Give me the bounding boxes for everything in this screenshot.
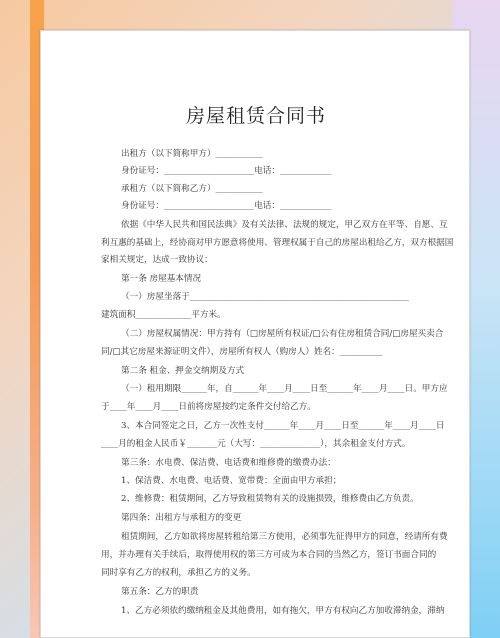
sublease-line-3: 同时享有乙方的权利，承担乙方的义务。 [101,568,256,578]
article-5-heading: 第五条：乙方的职责 [121,587,199,597]
article-3-heading: 第三条：水电费、保洁费、电话费和维修费的缴费办法： [121,458,336,468]
preamble-line-3: 家相关规定，达成一致协议： [101,255,213,265]
landlord-line: 出租方（以下简称甲方）___________ [121,149,263,159]
rent-payment-line-2: ____月的租金人民币￥_______元（大写：______________），其余租金支付方式。 [101,439,411,449]
article-4-heading: 第四条：出租方与承租方的变更 [121,513,242,523]
property-location-line: （一）房屋坐落于___________________________________________________ [121,292,409,302]
floor-area-line: 建筑面积_____________平方米。 [101,310,226,320]
rent-payment-line-1: 3、本合同签定之日，乙方一次性支付______年____月____日至______年____月____日 [121,421,445,431]
ownership-line-2: 同/□其它房屋来源证明文件），房屋所有权人（购房人）姓名：__________ [101,347,383,357]
sublease-line-2: 用，并办理有关手续后，取得使用权的第三方可成为本合同的当然乙方，签订书面合同的 [101,550,437,560]
article-1-heading: 第一条 房屋基本情况 [121,274,202,284]
tenant-duty-line-1: 1、乙方必须依约缴纳租金及其他费用，如有拖欠，甲方有权向乙方加收滞纳金，滞纳 [121,606,445,616]
tenant-line: 承租方（以下简称乙方）___________ [121,184,263,194]
contract-page [40,30,470,638]
tenant-id-line: 身份证号：_____________________电话：____________ [121,201,332,211]
article-2-heading: 第二条 租金、押金交纳期及方式 [121,366,245,376]
lease-term-line-1: （一）租用期限______年，自______年____月____日至______年____月____日。甲方应 [121,384,448,394]
ownership-line-1: （二）房屋权属情况：甲方持有（□房屋所有权证/□公有住房租赁合同/□房屋买卖合 [121,329,444,339]
utility-fee-line: 1、保洁费、水电费、电话费、宽带费：全面由甲方承担； [121,476,342,486]
landlord-id-line: 身份证号：_____________________电话：____________ [121,166,332,176]
preamble-line-1: 依据《中华人民共和国民法典》及有关法律、法规的规定，甲乙双方在平等、自愿、互 [121,220,448,230]
document-title: 房屋租赁合同书 [185,105,326,127]
maintenance-fee-line: 2、维修费：租赁期间，乙方导致租赁物有关的设施损毁，维修费由乙方负责。 [121,494,419,504]
preamble-line-2: 利互惠的基础上，经协商对甲方愿意将使用、管理权属于自己的房屋出租给乙方，双方根据国 [101,238,454,248]
lease-term-line-2: 于____年____月____日前将房屋按约定条件交付给乙方。 [101,402,316,412]
sublease-line-1: 租赁期间，乙方如欲将房屋转租给第三方使用，必须事先征得甲方的同意，经请所有费 [121,532,448,542]
